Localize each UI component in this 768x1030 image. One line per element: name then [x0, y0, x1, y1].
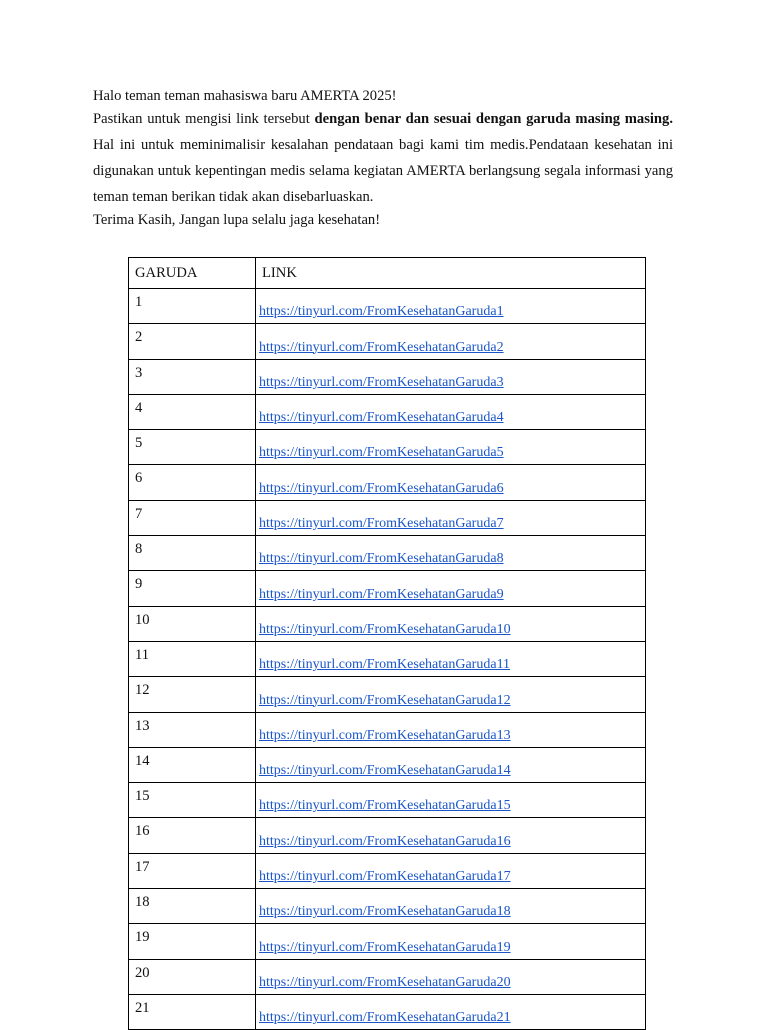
- link-cell: [256, 571, 646, 606]
- form-link[interactable]: https://tinyurl.com/FromKesehatanGaruda20: [259, 974, 511, 990]
- garuda-number: 13: [129, 712, 256, 747]
- table-row: [129, 924, 646, 959]
- link-cell: [256, 465, 646, 500]
- link-cell: [256, 853, 646, 888]
- table-header-row: [129, 258, 646, 289]
- garuda-number: 21: [129, 994, 256, 1029]
- link-cell: [256, 536, 646, 571]
- form-link[interactable]: https://tinyurl.com/FromKesehatanGaruda7: [259, 516, 504, 532]
- table-row: [129, 465, 646, 500]
- form-link[interactable]: https://tinyurl.com/FromKesehatanGaruda6: [259, 480, 504, 496]
- table-row: [129, 889, 646, 924]
- garuda-number: 15: [129, 783, 256, 818]
- garuda-number: 5: [129, 430, 256, 465]
- link-cell: [256, 818, 646, 853]
- link-cell: [256, 324, 646, 359]
- link-cell: [256, 747, 646, 782]
- table-row: [129, 324, 646, 359]
- form-link[interactable]: https://tinyurl.com/FromKesehatanGaruda5: [259, 445, 504, 461]
- table-row: [129, 712, 646, 747]
- form-link[interactable]: https://tinyurl.com/FromKesehatanGaruda17: [259, 869, 511, 885]
- table-row: [129, 994, 646, 1029]
- form-link[interactable]: https://tinyurl.com/FromKesehatanGaruda18: [259, 904, 511, 920]
- garuda-number: 20: [129, 959, 256, 994]
- link-cell: [256, 994, 646, 1029]
- garuda-number: 12: [129, 677, 256, 712]
- garuda-link-table: [128, 257, 646, 1030]
- garuda-number: 14: [129, 747, 256, 782]
- form-link[interactable]: https://tinyurl.com/FromKesehatanGaruda10: [259, 621, 511, 637]
- garuda-number: 3: [129, 359, 256, 394]
- garuda-number: 17: [129, 853, 256, 888]
- table-row: [129, 641, 646, 676]
- table-row: [129, 959, 646, 994]
- table-row: [129, 430, 646, 465]
- form-link[interactable]: https://tinyurl.com/FromKesehatanGaruda8: [259, 551, 504, 567]
- form-link[interactable]: https://tinyurl.com/FromKesehatanGaruda16: [259, 833, 511, 849]
- form-link[interactable]: https://tinyurl.com/FromKesehatanGaruda19: [259, 939, 511, 955]
- link-cell: [256, 959, 646, 994]
- form-link[interactable]: https://tinyurl.com/FromKesehatanGaruda1: [259, 304, 504, 320]
- table-row: [129, 853, 646, 888]
- instruction-rest: Hal ini untuk meminimalisir kesalahan pendataan bagi kami tim medis.Pendataan kesehatan ini digunakan untuk kepentingan medis selama kegiatan AMERTA berlangsung segala informasi yang teman teman berikan tidak akan disebarluaskan.: [93, 137, 673, 205]
- link-cell: [256, 641, 646, 676]
- garuda-number: 9: [129, 571, 256, 606]
- garuda-number: 4: [129, 394, 256, 429]
- form-link[interactable]: https://tinyurl.com/FromKesehatanGaruda2: [259, 339, 504, 355]
- greeting-line: Halo teman teman mahasiswa baru AMERTA 2025!: [93, 88, 397, 104]
- table-row: [129, 818, 646, 853]
- instruction-emphasis: dengan benar dan sesuai dengan garuda masing masing.: [314, 111, 673, 127]
- garuda-number: 19: [129, 924, 256, 959]
- link-cell: [256, 394, 646, 429]
- garuda-number: 18: [129, 889, 256, 924]
- form-link[interactable]: https://tinyurl.com/FromKesehatanGaruda15: [259, 798, 511, 814]
- link-cell: [256, 430, 646, 465]
- link-cell: [256, 606, 646, 641]
- link-cell: [256, 889, 646, 924]
- table-row: [129, 359, 646, 394]
- form-link[interactable]: https://tinyurl.com/FromKesehatanGaruda14: [259, 763, 511, 779]
- garuda-number: 2: [129, 324, 256, 359]
- header-garuda: GARUDA: [129, 258, 256, 289]
- header-link: LINK: [256, 258, 646, 289]
- garuda-number: 16: [129, 818, 256, 853]
- table-row: [129, 571, 646, 606]
- garuda-number: 7: [129, 500, 256, 535]
- garuda-number: 6: [129, 465, 256, 500]
- link-cell: [256, 677, 646, 712]
- table-row: [129, 606, 646, 641]
- intro-section: [93, 86, 673, 230]
- form-link[interactable]: https://tinyurl.com/FromKesehatanGaruda3: [259, 374, 504, 390]
- instruction-paragraph: [93, 106, 673, 210]
- garuda-number: 1: [129, 289, 256, 324]
- link-cell: [256, 289, 646, 324]
- table-row: [129, 500, 646, 535]
- closing-line: Terima Kasih, Jangan lupa selalu jaga kesehatan!: [93, 212, 381, 228]
- link-cell: [256, 924, 646, 959]
- garuda-number: 8: [129, 536, 256, 571]
- form-link[interactable]: https://tinyurl.com/FromKesehatanGaruda21: [259, 1010, 511, 1026]
- form-link[interactable]: https://tinyurl.com/FromKesehatanGaruda4: [259, 410, 504, 426]
- garuda-number: 10: [129, 606, 256, 641]
- table-body: [129, 289, 646, 1030]
- table-row: [129, 289, 646, 324]
- form-link[interactable]: https://tinyurl.com/FromKesehatanGaruda13: [259, 727, 511, 743]
- form-link[interactable]: https://tinyurl.com/FromKesehatanGaruda12: [259, 692, 511, 708]
- table-row: [129, 677, 646, 712]
- table-row: [129, 394, 646, 429]
- instruction-start: Pastikan untuk mengisi link tersebut: [93, 111, 315, 127]
- garuda-number: 11: [129, 641, 256, 676]
- form-link[interactable]: https://tinyurl.com/FromKesehatanGaruda11: [259, 657, 511, 673]
- table-row: [129, 747, 646, 782]
- form-link[interactable]: https://tinyurl.com/FromKesehatanGaruda9: [259, 586, 504, 602]
- link-cell: [256, 500, 646, 535]
- link-cell: [256, 783, 646, 818]
- link-cell: [256, 712, 646, 747]
- link-cell: [256, 359, 646, 394]
- table-row: [129, 783, 646, 818]
- table-row: [129, 536, 646, 571]
